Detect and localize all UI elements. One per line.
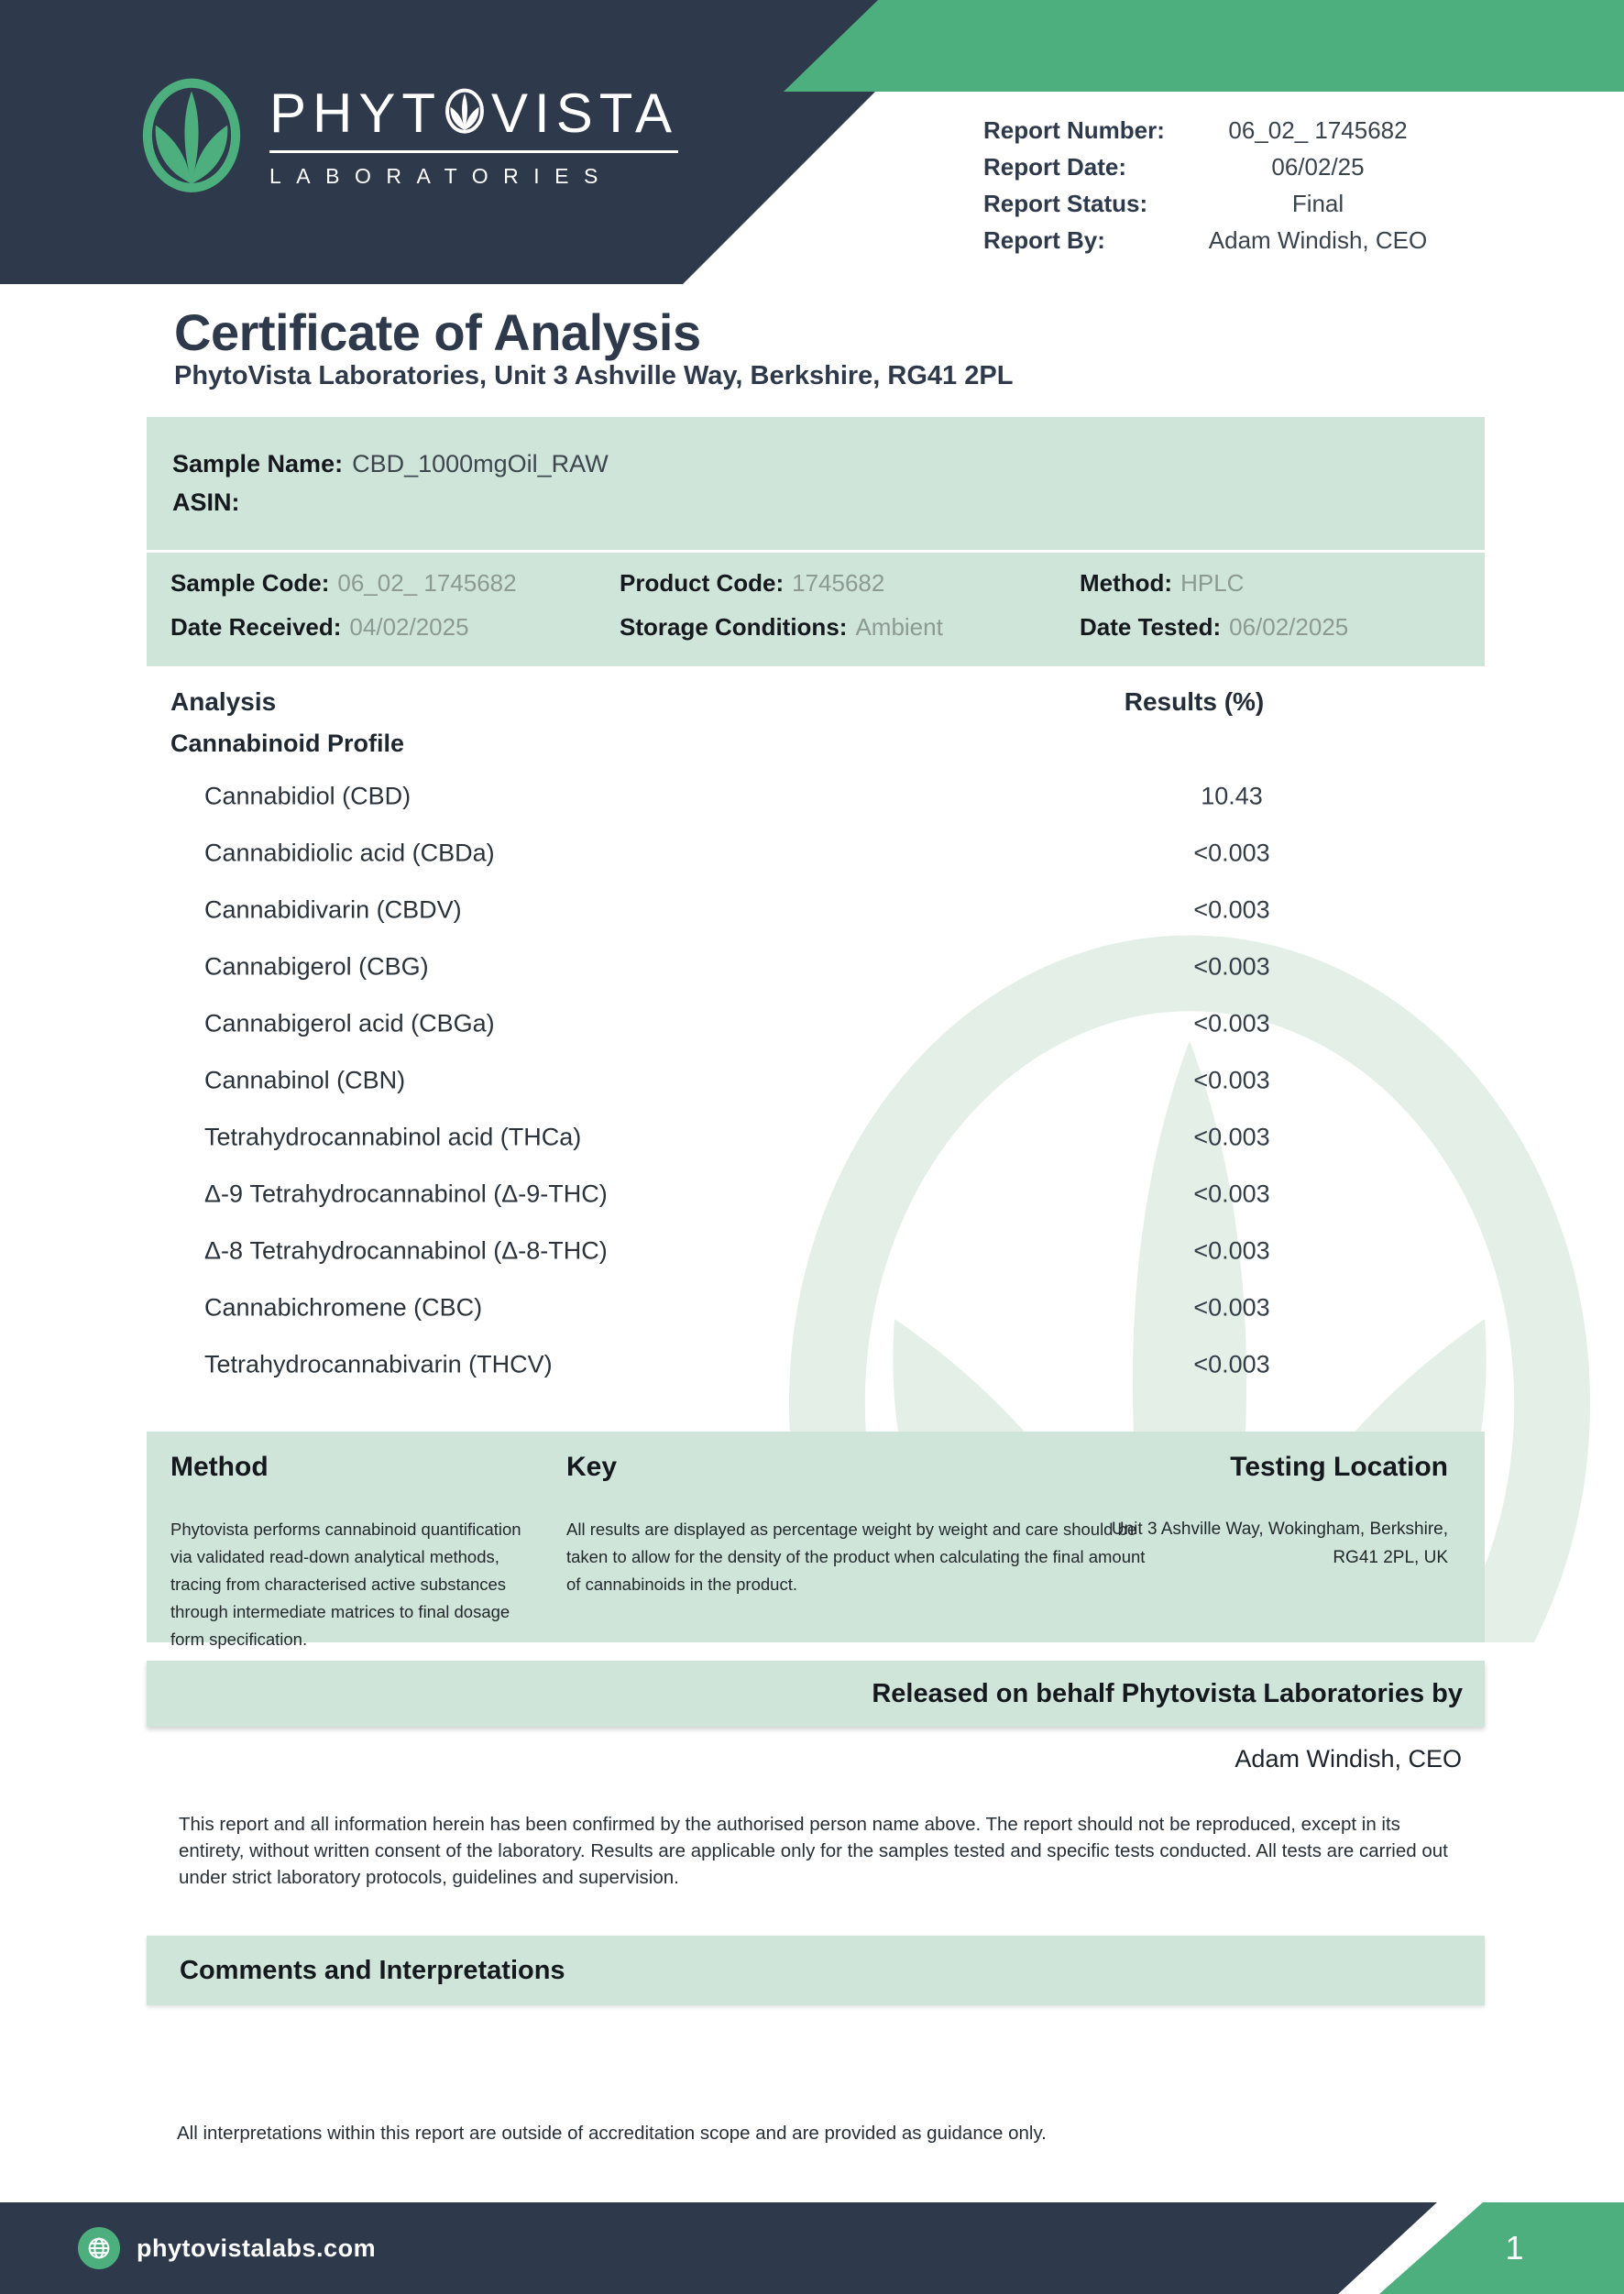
analysis-column-header: Analysis [170, 687, 277, 716]
table-row [0, 825, 1624, 882]
report-disclaimer: This report and all information herein has been confirmed by the authorised person name above. The report should not be reproduced, except in its entirety, without written consent of the laboratory. Results are applicable only for the samples tested and specific tests conducted. All tests are carried out under strict laboratory protocols, guidelines and supervision. [179, 1814, 1448, 1888]
storage-conditions-field: Storage Conditions: Ambient [620, 613, 943, 641]
interpretations-note: All interpretations within this report are outside of accreditation scope and are provided as guidance only. [177, 2123, 1047, 2144]
page-title: Certificate of Analysis [174, 303, 701, 361]
testing-location-title: Testing Location [1230, 1452, 1448, 1482]
phytovista-leaf-o-icon [444, 88, 486, 136]
analysis-result: 10.43 [1201, 782, 1263, 810]
brand-wordmark [269, 82, 678, 144]
analysis-name: Cannabigerol acid (CBGa) [204, 1009, 495, 1037]
analysis-name: Δ-8 Tetrahydrocannabinol (Δ-8-THC) [204, 1236, 608, 1265]
sample-meta-panel [147, 553, 1485, 666]
sample-name-line [172, 445, 1459, 483]
analysis-name: Cannabichromene (CBC) [204, 1293, 483, 1322]
phytovista-leaf-icon [137, 77, 246, 198]
analysis-name: Cannabinol (CBN) [204, 1066, 406, 1094]
sample-code-field: Sample Code: 06_02_ 1745682 [170, 569, 517, 597]
table-row [0, 882, 1624, 938]
report-by-label: Report By: [983, 226, 1105, 254]
testing-location-text: Unit 3 Ashville Way, Wokingham, Berkshire, RG41 2PL, UK [1111, 1520, 1448, 1567]
table-row [0, 995, 1624, 1052]
analysis-name: Cannabidiolic acid (CBDa) [204, 839, 495, 867]
analysis-result: <0.003 [1193, 952, 1270, 981]
report-info-row [983, 153, 1533, 190]
release-header: Released on behalf Phytovista Laboratories by [872, 1679, 1463, 1708]
analysis-result: <0.003 [1193, 1066, 1270, 1094]
analysis-name: Cannabidiol (CBD) [204, 782, 411, 810]
analysis-result: <0.003 [1193, 1180, 1270, 1208]
signatory-name: Adam Windish, CEO [1234, 1745, 1462, 1773]
table-row [0, 1279, 1624, 1336]
analysis-result: <0.003 [1193, 1293, 1270, 1322]
report-by-value: Adam Windish, CEO [1208, 226, 1428, 254]
table-row [0, 1223, 1624, 1279]
report-status-value: Final [1291, 190, 1344, 217]
key-title: Key [566, 1452, 618, 1482]
comments-banner [147, 1936, 1485, 2005]
lab-address-subtitle: PhytoVista Laboratories, Unit 3 Ashville Way, Berkshire, RG41 2PL [174, 361, 1014, 390]
report-info-row [983, 190, 1533, 226]
analysis-result: <0.003 [1193, 1350, 1270, 1378]
report-number-label: Report Number: [983, 116, 1165, 144]
results-rows [0, 768, 1624, 1393]
key-text: All results are displayed as percentage weight by weight and care should be taken to allow for the density of the product when calculating the final amount of cannabinoids in the product. [566, 1520, 1146, 1594]
table-row [0, 1109, 1624, 1166]
analysis-name: Δ-9 Tetrahydrocannabinol (Δ-9-THC) [204, 1180, 608, 1208]
globe-badge [78, 2227, 120, 2269]
asin-line [172, 483, 1459, 521]
brand-tagline: LABORATORIES [269, 164, 613, 188]
sample-name-value: CBD_1000mgOil_RAW [352, 450, 609, 477]
comments-header: Comments and Interpretations [180, 1956, 565, 1985]
sample-name-label: Sample Name: [172, 450, 344, 477]
brand-text [269, 82, 678, 189]
sample-name-panel [147, 417, 1485, 550]
date-tested-field: Date Tested: 06/02/2025 [1080, 613, 1349, 641]
page-number: 1 [1505, 2229, 1524, 2267]
table-row [0, 1052, 1624, 1109]
brand-logo [137, 77, 678, 198]
asin-label: ASIN: [172, 488, 240, 516]
release-banner [147, 1661, 1485, 1727]
wordmark-divider [269, 150, 678, 153]
method-text: Phytovista performs cannabinoid quantification via validated read-down analytical methods, tracing from characterised active substances through intermediate matrices to final dosage form specification. [170, 1520, 521, 1649]
analysis-name: Tetrahydrocannabivarin (THCV) [204, 1350, 553, 1378]
analysis-name: Tetrahydrocannabinol acid (THCa) [204, 1123, 582, 1151]
analysis-result: <0.003 [1193, 1123, 1270, 1151]
analysis-name: Cannabidivarin (CBDV) [204, 895, 462, 924]
method-title: Method [170, 1452, 269, 1482]
date-received-field: Date Received: 04/02/2025 [170, 613, 469, 641]
report-status-label: Report Status: [983, 190, 1148, 217]
method-key-location-panel [147, 1432, 1485, 1649]
report-info-row [983, 116, 1533, 153]
report-date-value: 06/02/25 [1271, 153, 1365, 181]
analysis-name: Cannabigerol (CBG) [204, 952, 429, 981]
footer-website-text: phytovistalabs.com [137, 2234, 377, 2262]
table-row [0, 938, 1624, 995]
analysis-result: <0.003 [1193, 839, 1270, 867]
report-info-row [983, 226, 1533, 263]
method-field: Method: HPLC [1080, 569, 1245, 597]
analysis-result: <0.003 [1193, 895, 1270, 924]
analysis-result: <0.003 [1193, 1236, 1270, 1265]
results-column-header: Results (%) [1124, 687, 1265, 716]
report-info [983, 116, 1533, 263]
cannabinoid-profile-group-header: Cannabinoid Profile [170, 730, 405, 757]
wordmark-right: VISTA [491, 82, 678, 144]
analysis-result: <0.003 [1193, 1009, 1270, 1037]
footer-website [78, 2202, 376, 2294]
globe-icon [85, 2234, 113, 2262]
wordmark-left: PHYT [269, 82, 443, 144]
product-code-field: Product Code: 1745682 [620, 569, 885, 597]
table-row [0, 1336, 1624, 1393]
table-row [0, 1166, 1624, 1223]
report-date-label: Report Date: [983, 153, 1127, 181]
report-number-value: 06_02_ 1745682 [1228, 116, 1408, 144]
table-row [0, 768, 1624, 825]
